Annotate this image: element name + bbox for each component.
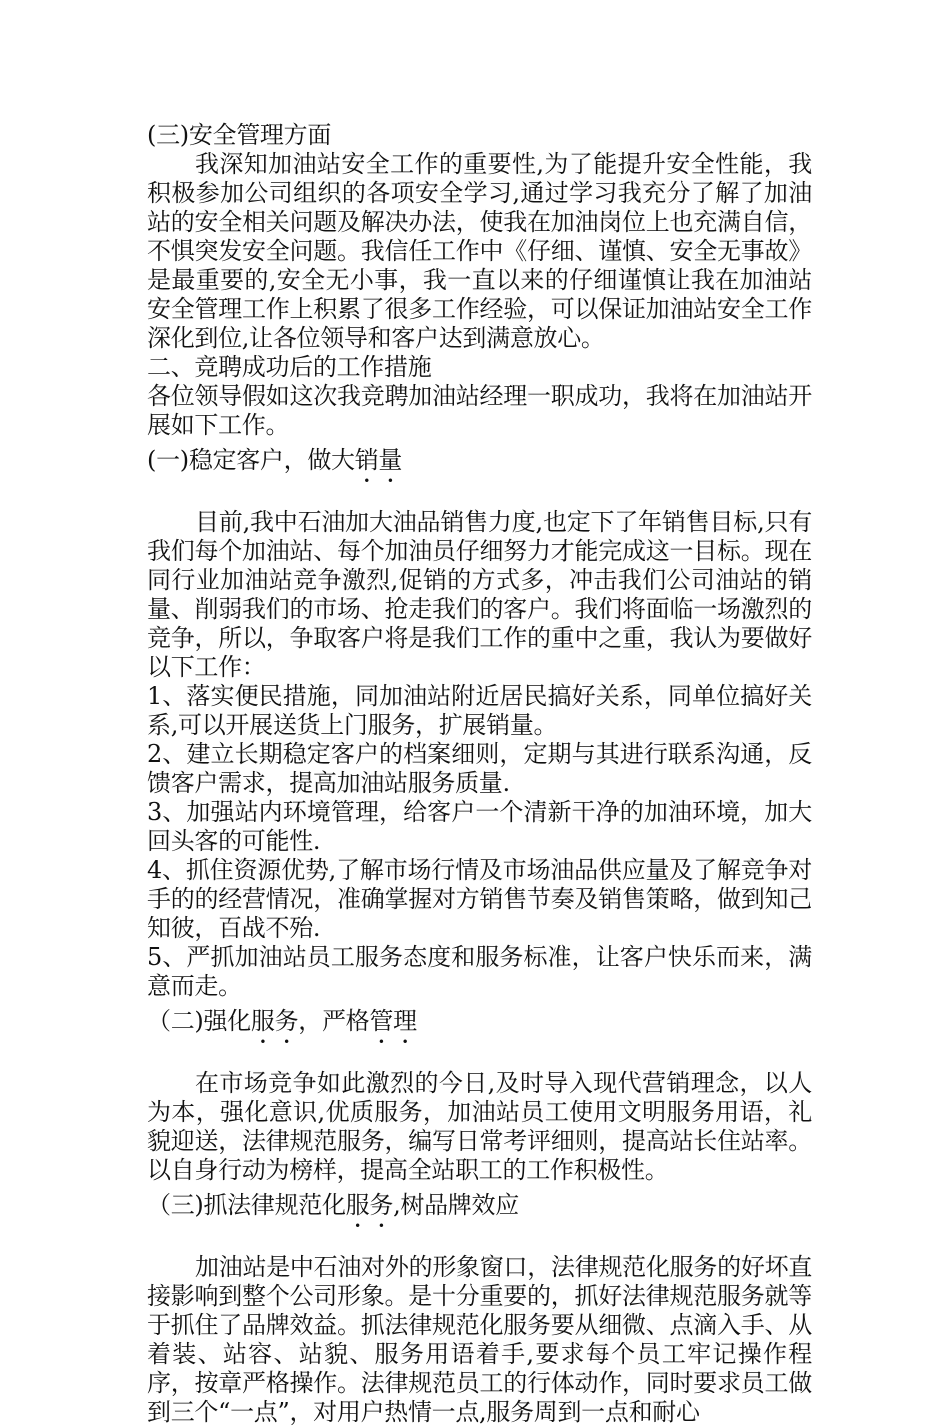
paragraph-law: 加油站是中石油对外的形象窗口，法律规范化服务的好坏直接影响到整个公司形象。是十分重要的，抓好法律规范服务就等于抓住了品牌效益。抓法律规范化服务要从细微、点滴入手、从着装、站容、站貌、服务用语着手,要求每个员工牢记操作程序，按章严格操作。法律规范员工的行体动作，同时要求员工做到三个“一点”，对用户热情一点,服务周到一点和耐心	[147, 1253, 812, 1426]
subheading-text: （二)强化	[147, 1007, 251, 1035]
paragraph-measures-intro: 各位领导假如这次我竞聘加油站经理一职成功，我将在加油站开展如下工作。	[147, 382, 812, 439]
subheading-text: ，严格	[298, 1007, 370, 1035]
list-item: 4、抓住资源优势,了解市场行情及市场油品供应量及了解竞争对手的的经营情况，准确掌握对方销售节奏及销售策略，做到知己知彼，百战不殆.	[147, 856, 812, 942]
subheading-service	[147, 1007, 812, 1049]
paragraph-service: 在市场竞争如此激烈的今日,及时导入现代营销理念，以人为本，强化意识,优质服务，加油站员工使用文明服务用语，礼貌迎送，法律规范服务，编写日常考评细则，提高站长住站率。以自身行动为榜样，提高全站职工的工作积极性。	[147, 1069, 812, 1184]
emphasis-text: 销量	[354, 446, 403, 474]
list-item: 2、建立长期稳定客户的档案细则，定期与其进行联系沟通，反馈客户需求，提高加油站服务质量.	[147, 740, 812, 797]
list-item: 5、严抓加油站员工服务态度和服务标准，让客户快乐而来，满意而走。	[147, 943, 812, 1000]
section-heading-measures: 二、竞聘成功后的工作措施	[147, 353, 432, 381]
list-item: 3、加强站内环境管理，给客户一个清新干净的加油环境，加大回头客的可能性.	[147, 798, 812, 855]
subheading-text: ,树品牌效应	[393, 1191, 519, 1219]
subheading-stable-customers	[147, 446, 812, 488]
subheading-text: (一)稳定客户，做大	[147, 446, 355, 474]
subheading-law	[147, 1191, 812, 1233]
paragraph-stable-customers: 目前,我中石油加大油品销售力度,也定下了年销售目标,只有我们每个加油站、每个加油员仔细努力才能完成这一目标。现在同行业加油站竞争激烈,促销的方式多，冲击我们公司油站的销量、削弱我们的市场、抢走我们的客户。我们将面临一场激烈的竞争，所以，争取客户将是我们工作的重中之重，我认为要做好以下工作：	[147, 508, 812, 681]
emphasis-text: 管理	[369, 1007, 417, 1035]
emphasis-text: 服务	[345, 1191, 394, 1219]
paragraph-safety: 我深知加油站安全工作的重要性,为了能提升安全性能，我积极参加公司组织的各项安全学习,通过学习我充分了解了加油站的安全相关问题及解决办法，使我在加油岗位上也充满自信，不惧突发安全问题。我信任工作中《仔细、谨慎、安全无事故》是最重要的,安全无小事，我一直以来的仔细谨慎让我在加油站安全管理工作上积累了很多工作经验，可以保证加油站安全工作深化到位,让各位领导和客户达到满意放心。	[147, 150, 812, 352]
section-heading-safety: (三)安全管理方面	[147, 121, 332, 149]
list-item: 1、落实便民措施，同加油站附近居民搞好关系，同单位搞好关系,可以开展送货上门服务，扩展销量。	[147, 682, 812, 739]
document-page	[147, 121, 812, 1427]
emphasis-text: 服务	[250, 1007, 299, 1035]
subheading-text: （三)抓法律规范化	[147, 1191, 346, 1219]
